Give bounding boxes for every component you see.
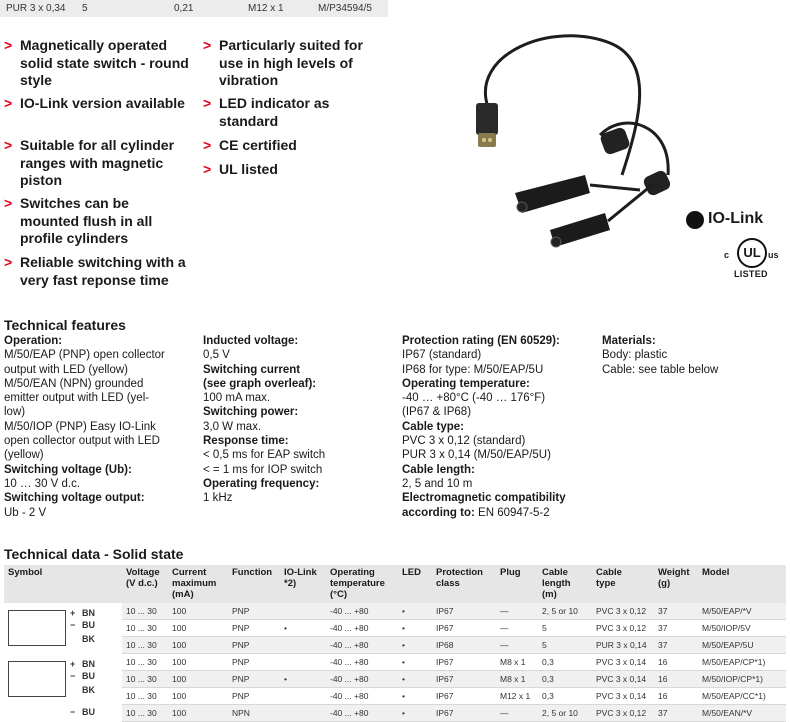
table-cell: 37 bbox=[654, 705, 698, 722]
symbol-cell bbox=[4, 705, 122, 722]
circuit-diagram-icon bbox=[8, 661, 66, 697]
table-cell: M8 x 1 bbox=[496, 671, 538, 688]
table-cell: 10 ... 30 bbox=[122, 603, 168, 620]
table-cell: PNP bbox=[228, 620, 280, 637]
table-cell: IP67 bbox=[432, 620, 496, 637]
th-current: Current maximum (mA) bbox=[168, 565, 228, 603]
table-cell: 10 ... 30 bbox=[122, 620, 168, 637]
table-cell: PUR 3 x 0,14 bbox=[592, 637, 654, 654]
bullet-chevron-icon: > bbox=[4, 254, 13, 270]
table-cell: PVC 3 x 0,12 bbox=[592, 620, 654, 637]
table-header-row bbox=[4, 565, 786, 603]
bullet-text: Particularly suited for use in high levels of vibration bbox=[219, 37, 363, 88]
bullet-chevron-icon: > bbox=[203, 95, 212, 111]
iolink-emblem-icon bbox=[686, 211, 704, 229]
table-cell: PVC 3 x 0,12 bbox=[592, 705, 654, 722]
symbol-cell bbox=[4, 603, 122, 654]
ul-listed-logo: c UL us LISTED bbox=[724, 236, 780, 282]
th-symbol: Symbol bbox=[4, 565, 122, 603]
bullet-item bbox=[203, 37, 384, 90]
sensor-product-image bbox=[440, 25, 670, 265]
symbol-cell bbox=[4, 654, 122, 705]
bullet-chevron-icon: > bbox=[4, 95, 13, 111]
wiring-symbol-npn: − BU bbox=[70, 707, 95, 717]
table-cell: • bbox=[398, 603, 432, 620]
table-cell: • bbox=[398, 654, 432, 671]
tech-features-title: Technical features bbox=[4, 317, 126, 333]
bullet-chevron-icon: > bbox=[4, 137, 13, 153]
cell-plug: M12 x 1 bbox=[248, 3, 284, 14]
table-cell: -40 ... +80 bbox=[326, 671, 398, 688]
table-cell: • bbox=[280, 620, 326, 637]
table-cell: M/50/IOP/5V bbox=[698, 620, 786, 637]
bullet-item bbox=[4, 95, 190, 113]
previous-table-row bbox=[0, 0, 388, 17]
table-cell: 100 bbox=[168, 654, 228, 671]
table-cell: • bbox=[398, 620, 432, 637]
table-cell: 5 bbox=[538, 620, 592, 637]
bullet-text: Suitable for all cylinder ranges with magnetic piston bbox=[20, 137, 175, 188]
table-cell: PVC 3 x 0,14 bbox=[592, 671, 654, 688]
th-model: Model bbox=[698, 565, 786, 603]
table-cell: 10 ... 30 bbox=[122, 654, 168, 671]
table-cell: M/50/EAP/*V bbox=[698, 603, 786, 620]
table-cell: 100 bbox=[168, 671, 228, 688]
th-led: LED bbox=[398, 565, 432, 603]
bullet-item bbox=[4, 137, 190, 190]
table-cell: IP67 bbox=[432, 688, 496, 705]
table-cell bbox=[280, 603, 326, 620]
iolink-wordmark: IO-Link bbox=[708, 210, 764, 227]
table-cell: PNP bbox=[228, 603, 280, 620]
table-cell: • bbox=[398, 705, 432, 722]
table-cell: M8 x 1 bbox=[496, 654, 538, 671]
table-cell: 2, 5 or 10 bbox=[538, 603, 592, 620]
table-cell: M/50/EAP/CC*1) bbox=[698, 688, 786, 705]
th-weight: Weight (g) bbox=[654, 565, 698, 603]
table-cell bbox=[280, 688, 326, 705]
table-cell: 2, 5 or 10 bbox=[538, 705, 592, 722]
table-cell bbox=[280, 637, 326, 654]
th-temperature: Operating temperature (°C) bbox=[326, 565, 398, 603]
bullet-item bbox=[203, 95, 384, 130]
bullet-item bbox=[4, 254, 192, 289]
bullet-text: IO-Link version available bbox=[20, 95, 185, 111]
bullet-text: Magnetically operated solid state switch - round style bbox=[20, 37, 189, 88]
table-cell: 100 bbox=[168, 688, 228, 705]
table-cell: — bbox=[496, 603, 538, 620]
table-cell: M/50/EAP/5U bbox=[698, 637, 786, 654]
table-cell: 16 bbox=[654, 654, 698, 671]
table-cell: 10 ... 30 bbox=[122, 637, 168, 654]
table-cell: 0,3 bbox=[538, 688, 592, 705]
table-cell: 37 bbox=[654, 620, 698, 637]
table-row bbox=[4, 654, 786, 671]
table-cell bbox=[280, 654, 326, 671]
th-cable-type: Cable type bbox=[592, 565, 654, 603]
table-cell: 10 ... 30 bbox=[122, 705, 168, 722]
wiring-symbol-pnp: + BN − BU BK bbox=[4, 604, 122, 652]
table-cell: PVC 3 x 0,14 bbox=[592, 688, 654, 705]
table-cell: 100 bbox=[168, 620, 228, 637]
cell-model: M/P34594/5 bbox=[318, 3, 372, 14]
th-protection: Protection class bbox=[432, 565, 496, 603]
bullet-chevron-icon: > bbox=[203, 37, 212, 53]
bullet-item bbox=[4, 37, 190, 90]
table-cell: — bbox=[496, 620, 538, 637]
bullet-item bbox=[203, 161, 384, 179]
table-cell: PVC 3 x 0,14 bbox=[592, 654, 654, 671]
table-cell: 5 bbox=[538, 637, 592, 654]
table-cell: IP67 bbox=[432, 705, 496, 722]
cell-length: 5 bbox=[82, 3, 88, 14]
table-cell: 10 ... 30 bbox=[122, 688, 168, 705]
features-col-4: Materials: Body: plastic Cable: see table below bbox=[602, 335, 719, 376]
table-cell: PNP bbox=[228, 671, 280, 688]
table-cell: M12 x 1 bbox=[496, 688, 538, 705]
bullet-text: CE certified bbox=[219, 137, 297, 153]
wiring-symbol-pnp-plug: + BN − BU BK bbox=[4, 655, 122, 703]
table-cell: -40 ... +80 bbox=[326, 620, 398, 637]
table-cell: -40 ... +80 bbox=[326, 603, 398, 620]
table-cell: M/50/EAP/CP*1) bbox=[698, 654, 786, 671]
table-cell: 0,3 bbox=[538, 671, 592, 688]
table-cell: NPN bbox=[228, 705, 280, 722]
table-cell bbox=[280, 705, 326, 722]
th-iolink: IO-Link *2) bbox=[280, 565, 326, 603]
table-cell: PNP bbox=[228, 637, 280, 654]
table-cell: — bbox=[496, 705, 538, 722]
bullet-text: Reliable switching with a very fast reponse time bbox=[20, 254, 186, 288]
bullet-text: Switches can be mounted flush in all profile cylinders bbox=[20, 195, 153, 246]
table-cell: PVC 3 x 0,12 bbox=[592, 603, 654, 620]
table-cell: M/50/EAN/*V bbox=[698, 705, 786, 722]
table-cell: — bbox=[496, 637, 538, 654]
bullet-item bbox=[203, 137, 384, 155]
bullet-chevron-icon: > bbox=[203, 137, 212, 153]
bullet-item bbox=[4, 195, 190, 248]
table-cell: 100 bbox=[168, 637, 228, 654]
table-cell: 0,3 bbox=[538, 654, 592, 671]
bullet-text: UL listed bbox=[219, 161, 278, 177]
features-col-3: Protection rating (EN 60529): IP67 (standard) IP68 for type: M/50/EAP/5U Operating temperature: -40 … +80°C (-40 … 176°F) (IP67 & IP68) Cable type: PVC 3 x 0,12 (standard) PUR 3 x 0,14 (M/50/EAP/5U) Cable length: 2, 5 and 10 m Electromagnetic compatibility according to: EN 60947-5-2 bbox=[402, 335, 566, 519]
table-cell: IP67 bbox=[432, 603, 496, 620]
th-function: Function bbox=[228, 565, 280, 603]
table-cell: -40 ... +80 bbox=[326, 705, 398, 722]
features-col-2: Inducted voltage: 0,5 V Switching current (see graph overleaf): 100 mA max. Switching power: 3,0 W max. Response time: < 0,5 ms for EAP switch < = 1 ms for IOP switch Operating frequency: 1 kHz bbox=[203, 335, 326, 505]
table-cell: IP67 bbox=[432, 671, 496, 688]
table-cell: 37 bbox=[654, 603, 698, 620]
bullet-text: LED indicator as standard bbox=[219, 95, 330, 129]
table-cell: -40 ... +80 bbox=[326, 654, 398, 671]
table-cell: 100 bbox=[168, 603, 228, 620]
table-cell: 16 bbox=[654, 688, 698, 705]
bullet-chevron-icon: > bbox=[203, 161, 212, 177]
table-cell: 16 bbox=[654, 671, 698, 688]
features-col-1: Operation: M/50/EAP (PNP) open collector output with LED (yellow) M/50/EAN (NPN) grounded emitter output with LED (yel- low) M/50/IOP (PNP) Easy IO-Link open collector output with LED (yellow) Switching voltage (Ub): 10 … 30 V d.c. Switching voltage output: Ub - 2 V bbox=[4, 335, 165, 519]
table-cell: • bbox=[280, 671, 326, 688]
table-cell: M/50/IOP/CP*1) bbox=[698, 671, 786, 688]
table-cell: -40 ... +80 bbox=[326, 637, 398, 654]
table-cell: 100 bbox=[168, 705, 228, 722]
table-cell: -40 ... +80 bbox=[326, 688, 398, 705]
table-row bbox=[4, 705, 786, 722]
table-row bbox=[4, 603, 786, 620]
bullet-chevron-icon: > bbox=[4, 37, 13, 53]
table-cell: PNP bbox=[228, 654, 280, 671]
th-voltage: Voltage (V d.c.) bbox=[122, 565, 168, 603]
th-cable-length: Cable length (m) bbox=[538, 565, 592, 603]
table-cell: IP68 bbox=[432, 637, 496, 654]
th-plug: Plug bbox=[496, 565, 538, 603]
table-cell: PNP bbox=[228, 688, 280, 705]
cell-cable-type: PUR 3 x 0,34 bbox=[6, 3, 66, 14]
table-cell: 37 bbox=[654, 637, 698, 654]
circuit-diagram-icon bbox=[8, 610, 66, 646]
ul-mark-icon: UL bbox=[737, 238, 767, 268]
tech-data-title: Technical data - Solid state bbox=[4, 546, 184, 562]
table-cell: • bbox=[398, 671, 432, 688]
table-cell: • bbox=[398, 688, 432, 705]
bullet-chevron-icon: > bbox=[4, 195, 13, 211]
table-cell: 10 ... 30 bbox=[122, 671, 168, 688]
tech-data-table bbox=[4, 565, 786, 722]
cell-weight: 0,21 bbox=[174, 3, 194, 14]
table-cell: • bbox=[398, 637, 432, 654]
table-cell: IP67 bbox=[432, 654, 496, 671]
